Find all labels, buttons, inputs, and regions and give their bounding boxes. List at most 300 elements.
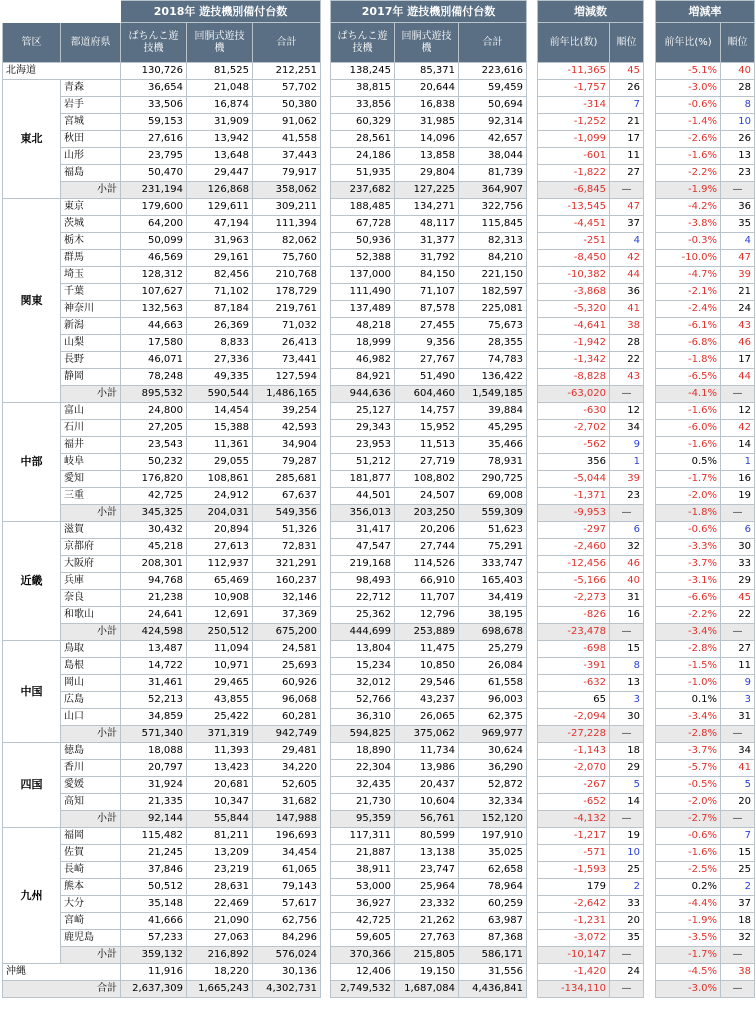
rate-rank-cell: — bbox=[721, 182, 755, 199]
pachinko-2018-cell: 52,213 bbox=[121, 692, 187, 709]
total-2017-cell: 92,314 bbox=[459, 114, 527, 131]
pachinko-2018-cell: 14,722 bbox=[121, 658, 187, 675]
prefecture-cell: 宮崎 bbox=[61, 913, 121, 930]
rate-yoy-cell: -2.2% bbox=[656, 165, 721, 182]
reel-2018-cell: 31,909 bbox=[187, 114, 253, 131]
rate-yoy-cell: -1.0% bbox=[656, 675, 721, 692]
total-2018-cell: 219,761 bbox=[253, 301, 321, 318]
table-row bbox=[538, 131, 644, 148]
rate-rank-cell: 2 bbox=[721, 879, 755, 896]
total-2017-cell: 62,658 bbox=[459, 862, 527, 879]
change-rank-cell: 25 bbox=[610, 862, 644, 879]
total-2017-cell: 39,884 bbox=[459, 403, 527, 420]
table-row bbox=[331, 301, 527, 318]
col-header-prefecture: 都道府県 bbox=[61, 23, 121, 63]
change-yoy-cell: -10,147 bbox=[538, 947, 610, 964]
rate-yoy-cell: -0.6% bbox=[656, 828, 721, 845]
change-rank-cell: 5 bbox=[610, 777, 644, 794]
reel-2017-cell: 10,604 bbox=[395, 794, 459, 811]
reel-2017-cell: 23,332 bbox=[395, 896, 459, 913]
change-yoy-cell: -1,371 bbox=[538, 488, 610, 505]
reel-2017-cell: 23,747 bbox=[395, 862, 459, 879]
total-2018-cell: 34,904 bbox=[253, 437, 321, 454]
total-2017-cell: 62,375 bbox=[459, 709, 527, 726]
pachinko-2017-cell: 29,343 bbox=[331, 420, 395, 437]
reel-2017-cell: 87,578 bbox=[395, 301, 459, 318]
rate-yoy-cell: -1.6% bbox=[656, 148, 721, 165]
table-row bbox=[656, 862, 755, 879]
table-row bbox=[656, 216, 755, 233]
total-2018-cell: 127,594 bbox=[253, 369, 321, 386]
change-yoy-cell: -3,072 bbox=[538, 930, 610, 947]
total-2017-cell: 45,295 bbox=[459, 420, 527, 437]
reel-2018-cell: 10,971 bbox=[187, 658, 253, 675]
prefecture-cell: 福島 bbox=[61, 165, 121, 182]
table-row bbox=[3, 828, 321, 845]
total-2018-cell: 82,062 bbox=[253, 233, 321, 250]
rate-rank-cell: — bbox=[721, 505, 755, 522]
total-2018-cell: 147,988 bbox=[253, 811, 321, 828]
prefecture-cell: 徳島 bbox=[61, 743, 121, 760]
pachinko-2018-cell: 35,148 bbox=[121, 896, 187, 913]
table-row bbox=[538, 573, 644, 590]
rate-rank-cell: 43 bbox=[721, 318, 755, 335]
table-row bbox=[3, 80, 321, 97]
subtotal-row bbox=[331, 947, 527, 964]
table-row bbox=[656, 573, 755, 590]
table-row bbox=[656, 148, 755, 165]
rate-rank-cell: 24 bbox=[721, 301, 755, 318]
table-row bbox=[656, 641, 755, 658]
pachinko-2017-cell: 46,982 bbox=[331, 352, 395, 369]
rate-yoy-cell: -0.3% bbox=[656, 233, 721, 250]
pachinko-2018-cell: 42,725 bbox=[121, 488, 187, 505]
reel-2017-cell: 13,858 bbox=[395, 148, 459, 165]
change-rank-cell: 42 bbox=[610, 250, 644, 267]
change-yoy-cell: -6,845 bbox=[538, 182, 610, 199]
reel-2018-cell: 11,094 bbox=[187, 641, 253, 658]
total-2017-cell: 42,657 bbox=[459, 131, 527, 148]
rate-yoy-cell: -1.7% bbox=[656, 947, 721, 964]
table-row bbox=[331, 454, 527, 471]
pachinko-2017-cell: 181,877 bbox=[331, 471, 395, 488]
rate-rank-cell: — bbox=[721, 811, 755, 828]
table-row bbox=[538, 862, 644, 879]
prefecture-cell: 鹿児島 bbox=[61, 930, 121, 947]
total-2017-cell: 182,597 bbox=[459, 284, 527, 301]
table-row bbox=[331, 97, 527, 114]
prefecture-cell: 高知 bbox=[61, 794, 121, 811]
pachinko-2018-cell: 30,432 bbox=[121, 522, 187, 539]
total-2018-cell: 285,681 bbox=[253, 471, 321, 488]
pachinko-2018-cell: 208,301 bbox=[121, 556, 187, 573]
table-row bbox=[538, 964, 644, 981]
table-row bbox=[538, 913, 644, 930]
change-yoy-cell: -5,320 bbox=[538, 301, 610, 318]
total-2017-cell: 63,987 bbox=[459, 913, 527, 930]
reel-2018-cell: 108,861 bbox=[187, 471, 253, 488]
table-row bbox=[538, 403, 644, 420]
change-rank-cell: — bbox=[610, 505, 644, 522]
total-2018-cell: 37,443 bbox=[253, 148, 321, 165]
reel-2017-cell: 604,460 bbox=[395, 386, 459, 403]
pachinko-2018-cell: 27,205 bbox=[121, 420, 187, 437]
total-2017-cell: 78,931 bbox=[459, 454, 527, 471]
rate-rank-cell: 15 bbox=[721, 845, 755, 862]
total-2018-cell: 160,237 bbox=[253, 573, 321, 590]
reel-2017-cell: 12,796 bbox=[395, 607, 459, 624]
reel-2017-cell: 26,065 bbox=[395, 709, 459, 726]
rate-rank-cell: 31 bbox=[721, 709, 755, 726]
table-row bbox=[656, 590, 755, 607]
reel-2018-cell: 13,942 bbox=[187, 131, 253, 148]
change-rank-cell: 47 bbox=[610, 199, 644, 216]
pachinko-2018-cell: 57,233 bbox=[121, 930, 187, 947]
table-row bbox=[331, 675, 527, 692]
change-yoy-cell: -571 bbox=[538, 845, 610, 862]
subtotal-label: 小計 bbox=[61, 947, 121, 964]
change-rank-cell: 37 bbox=[610, 216, 644, 233]
table-row bbox=[656, 879, 755, 896]
rate-yoy-cell: -1.8% bbox=[656, 352, 721, 369]
total-2018-cell: 37,369 bbox=[253, 607, 321, 624]
reel-2018-cell: 87,184 bbox=[187, 301, 253, 318]
table-row bbox=[331, 794, 527, 811]
table-row bbox=[331, 267, 527, 284]
change-yoy-cell: -652 bbox=[538, 794, 610, 811]
pachinko-2018-cell: 94,768 bbox=[121, 573, 187, 590]
total-2017-cell: 115,845 bbox=[459, 216, 527, 233]
rate-rank-cell: — bbox=[721, 726, 755, 743]
reel-2018-cell: 21,048 bbox=[187, 80, 253, 97]
pachinko-2018-cell: 46,569 bbox=[121, 250, 187, 267]
col-header-reel-2017: 回胴式遊技機 bbox=[395, 23, 459, 63]
change-rank-cell: 6 bbox=[610, 522, 644, 539]
rate-yoy-cell: -1.9% bbox=[656, 182, 721, 199]
rate-yoy-cell: -4.7% bbox=[656, 267, 721, 284]
total-2018-cell: 178,729 bbox=[253, 284, 321, 301]
total-2017-cell: 586,171 bbox=[459, 947, 527, 964]
reel-2018-cell: 29,055 bbox=[187, 454, 253, 471]
table-row bbox=[331, 80, 527, 97]
rate-yoy-cell: -1.9% bbox=[656, 913, 721, 930]
region-cell: 関東 bbox=[3, 199, 61, 403]
reel-2018-cell: 21,090 bbox=[187, 913, 253, 930]
col-header-reel-2018: 回胴式遊技機 bbox=[187, 23, 253, 63]
table-row bbox=[538, 97, 644, 114]
rate-rank-cell: 35 bbox=[721, 216, 755, 233]
rate-rank-cell: 47 bbox=[721, 250, 755, 267]
table-row bbox=[331, 437, 527, 454]
table-row bbox=[656, 539, 755, 556]
table-row bbox=[656, 114, 755, 131]
pachinko-2017-cell: 67,728 bbox=[331, 216, 395, 233]
total-2017-cell: 35,466 bbox=[459, 437, 527, 454]
rate-yoy-cell: -4.2% bbox=[656, 199, 721, 216]
table-row bbox=[538, 216, 644, 233]
table-row bbox=[538, 420, 644, 437]
reel-2017-cell: 203,250 bbox=[395, 505, 459, 522]
grand-total-row bbox=[3, 981, 321, 998]
table-row bbox=[538, 318, 644, 335]
total-2018-cell: 321,291 bbox=[253, 556, 321, 573]
total-2018-cell: 96,068 bbox=[253, 692, 321, 709]
rate-rank-cell: 45 bbox=[721, 590, 755, 607]
prefecture-cell: 山梨 bbox=[61, 335, 121, 352]
table-row bbox=[331, 692, 527, 709]
table-row bbox=[331, 522, 527, 539]
table-row bbox=[331, 284, 527, 301]
change-rank-cell: 30 bbox=[610, 709, 644, 726]
pachinko-2018-cell: 64,200 bbox=[121, 216, 187, 233]
prefecture-cell: 石川 bbox=[61, 420, 121, 437]
subtotal-row bbox=[656, 624, 755, 641]
table-row bbox=[538, 675, 644, 692]
total-2018-cell: 196,693 bbox=[253, 828, 321, 845]
rate-rank-cell: 5 bbox=[721, 777, 755, 794]
table-row bbox=[3, 403, 321, 420]
group-header-change: 増減数 bbox=[538, 1, 644, 23]
subtotal-row bbox=[331, 624, 527, 641]
total-2017-cell: 38,195 bbox=[459, 607, 527, 624]
pachinko-2017-cell: 219,168 bbox=[331, 556, 395, 573]
pachinko-2018-cell: 2,637,309 bbox=[121, 981, 187, 998]
table-row bbox=[656, 709, 755, 726]
table-row bbox=[331, 63, 527, 80]
pachinko-2018-cell: 23,543 bbox=[121, 437, 187, 454]
change-yoy-cell: -1,593 bbox=[538, 862, 610, 879]
pachinko-2018-cell: 20,797 bbox=[121, 760, 187, 777]
pachinko-2018-cell: 45,218 bbox=[121, 539, 187, 556]
prefecture-cell: 新潟 bbox=[61, 318, 121, 335]
table-row bbox=[331, 403, 527, 420]
prefecture-cell: 長崎 bbox=[61, 862, 121, 879]
change-yoy-cell: -630 bbox=[538, 403, 610, 420]
prefecture-cell: 千葉 bbox=[61, 284, 121, 301]
rate-yoy-cell: -6.8% bbox=[656, 335, 721, 352]
pachinko-2018-cell: 78,248 bbox=[121, 369, 187, 386]
pachinko-2017-cell: 944,636 bbox=[331, 386, 395, 403]
table-2017 bbox=[330, 0, 527, 998]
reel-2018-cell: 112,937 bbox=[187, 556, 253, 573]
change-rank-cell: 19 bbox=[610, 828, 644, 845]
pachinko-2017-cell: 117,311 bbox=[331, 828, 395, 845]
reel-2018-cell: 13,423 bbox=[187, 760, 253, 777]
col-header-rate-yoy: 前年比(%) bbox=[656, 23, 721, 63]
pachinko-2018-cell: 24,641 bbox=[121, 607, 187, 624]
reel-2017-cell: 21,262 bbox=[395, 913, 459, 930]
rate-rank-cell: 46 bbox=[721, 335, 755, 352]
pachinko-2018-cell: 571,340 bbox=[121, 726, 187, 743]
region-cell: 東北 bbox=[3, 80, 61, 199]
subtotal-row bbox=[656, 386, 755, 403]
table-row bbox=[538, 777, 644, 794]
total-2017-cell: 225,081 bbox=[459, 301, 527, 318]
reel-2017-cell: 31,985 bbox=[395, 114, 459, 131]
prefecture-cell: 長野 bbox=[61, 352, 121, 369]
table-row bbox=[331, 828, 527, 845]
table-rate bbox=[655, 0, 755, 998]
rate-rank-cell: 33 bbox=[721, 556, 755, 573]
table-row bbox=[331, 964, 527, 981]
reel-2017-cell: 27,763 bbox=[395, 930, 459, 947]
change-yoy-cell: -4,641 bbox=[538, 318, 610, 335]
subtotal-row bbox=[656, 811, 755, 828]
reel-2017-cell: 108,802 bbox=[395, 471, 459, 488]
region-cell: 中国 bbox=[3, 641, 61, 743]
prefecture-cell: 秋田 bbox=[61, 131, 121, 148]
rate-rank-cell: 10 bbox=[721, 114, 755, 131]
total-2018-cell: 942,749 bbox=[253, 726, 321, 743]
change-yoy-cell: -2,094 bbox=[538, 709, 610, 726]
table-row bbox=[331, 318, 527, 335]
group-header-rate: 増減率 bbox=[656, 1, 755, 23]
prefecture-cell: 香川 bbox=[61, 760, 121, 777]
table-row bbox=[538, 760, 644, 777]
total-2018-cell: 24,581 bbox=[253, 641, 321, 658]
total-2018-cell: 34,454 bbox=[253, 845, 321, 862]
pachinko-2018-cell: 34,859 bbox=[121, 709, 187, 726]
table-2018 bbox=[2, 0, 321, 998]
table-row bbox=[331, 607, 527, 624]
table-row bbox=[331, 760, 527, 777]
pachinko-2018-cell: 27,616 bbox=[121, 131, 187, 148]
change-yoy-cell: -314 bbox=[538, 97, 610, 114]
total-2017-cell: 4,436,841 bbox=[459, 981, 527, 998]
table-row bbox=[656, 760, 755, 777]
change-rank-cell: — bbox=[610, 726, 644, 743]
total-2017-cell: 34,419 bbox=[459, 590, 527, 607]
pachinko-2017-cell: 12,406 bbox=[331, 964, 395, 981]
table-row bbox=[656, 97, 755, 114]
pachinko-2017-cell: 21,887 bbox=[331, 845, 395, 862]
pachinko-2017-cell: 42,725 bbox=[331, 913, 395, 930]
rate-yoy-cell: 0.2% bbox=[656, 879, 721, 896]
table-row bbox=[656, 420, 755, 437]
table-row bbox=[331, 913, 527, 930]
table-row bbox=[656, 352, 755, 369]
pachinko-2018-cell: 21,238 bbox=[121, 590, 187, 607]
change-yoy-cell: -826 bbox=[538, 607, 610, 624]
reel-2018-cell: 216,892 bbox=[187, 947, 253, 964]
rate-rank-cell: 37 bbox=[721, 896, 755, 913]
pachinko-2017-cell: 594,825 bbox=[331, 726, 395, 743]
change-rank-cell: — bbox=[610, 624, 644, 641]
table-row bbox=[3, 199, 321, 216]
prefecture-cell: 京都府 bbox=[61, 539, 121, 556]
table-row bbox=[538, 930, 644, 947]
change-rank-cell: 8 bbox=[610, 658, 644, 675]
pachinko-2017-cell: 137,000 bbox=[331, 267, 395, 284]
table-row bbox=[656, 913, 755, 930]
pachinko-2018-cell: 21,245 bbox=[121, 845, 187, 862]
reel-2018-cell: 250,512 bbox=[187, 624, 253, 641]
change-yoy-cell: -1,420 bbox=[538, 964, 610, 981]
rate-rank-cell: 30 bbox=[721, 539, 755, 556]
pachinko-2017-cell: 50,936 bbox=[331, 233, 395, 250]
pachinko-2018-cell: 92,144 bbox=[121, 811, 187, 828]
pachinko-2018-cell: 176,820 bbox=[121, 471, 187, 488]
pachinko-2018-cell: 50,232 bbox=[121, 454, 187, 471]
total-2018-cell: 1,486,165 bbox=[253, 386, 321, 403]
change-rank-cell: 32 bbox=[610, 539, 644, 556]
table-row bbox=[656, 403, 755, 420]
change-rank-cell: 40 bbox=[610, 573, 644, 590]
change-rank-cell: 35 bbox=[610, 930, 644, 947]
rate-yoy-cell: -4.4% bbox=[656, 896, 721, 913]
change-yoy-cell: -2,702 bbox=[538, 420, 610, 437]
rate-yoy-cell: -0.5% bbox=[656, 777, 721, 794]
reel-2018-cell: 55,844 bbox=[187, 811, 253, 828]
reel-2018-cell: 22,469 bbox=[187, 896, 253, 913]
rate-yoy-cell: -1.8% bbox=[656, 505, 721, 522]
pachinko-2017-cell: 95,359 bbox=[331, 811, 395, 828]
subtotal-row bbox=[538, 624, 644, 641]
total-2018-cell: 32,146 bbox=[253, 590, 321, 607]
change-yoy-cell: -562 bbox=[538, 437, 610, 454]
prefecture-cell: 熊本 bbox=[61, 879, 121, 896]
change-yoy-cell: -2,273 bbox=[538, 590, 610, 607]
change-yoy-cell: -5,166 bbox=[538, 573, 610, 590]
prefecture-cell: 茨城 bbox=[61, 216, 121, 233]
pachinko-2018-cell: 50,099 bbox=[121, 233, 187, 250]
change-rank-cell: 10 bbox=[610, 845, 644, 862]
reel-2017-cell: 11,734 bbox=[395, 743, 459, 760]
reel-2017-cell: 43,237 bbox=[395, 692, 459, 709]
table-row bbox=[331, 488, 527, 505]
pachinko-2017-cell: 31,417 bbox=[331, 522, 395, 539]
change-yoy-cell: -267 bbox=[538, 777, 610, 794]
pachinko-2018-cell: 44,663 bbox=[121, 318, 187, 335]
change-rank-cell: — bbox=[610, 947, 644, 964]
prefecture-cell: 兵庫 bbox=[61, 573, 121, 590]
change-yoy-cell: -11,365 bbox=[538, 63, 610, 80]
change-rank-cell: 12 bbox=[610, 403, 644, 420]
reel-2017-cell: 29,804 bbox=[395, 165, 459, 182]
rate-yoy-cell: -6.5% bbox=[656, 369, 721, 386]
pachinko-2018-cell: 31,924 bbox=[121, 777, 187, 794]
col-header-total-2018: 合計 bbox=[253, 23, 321, 63]
pachinko-2017-cell: 60,329 bbox=[331, 114, 395, 131]
table-row bbox=[538, 199, 644, 216]
reel-2018-cell: 11,361 bbox=[187, 437, 253, 454]
change-rank-cell: 29 bbox=[610, 760, 644, 777]
pachinko-2017-cell: 36,310 bbox=[331, 709, 395, 726]
prefecture-cell: 埼玉 bbox=[61, 267, 121, 284]
reel-2018-cell: 590,544 bbox=[187, 386, 253, 403]
change-yoy-cell: -2,642 bbox=[538, 896, 610, 913]
reel-2017-cell: 20,206 bbox=[395, 522, 459, 539]
total-2017-cell: 75,673 bbox=[459, 318, 527, 335]
table-row bbox=[656, 437, 755, 454]
reel-2018-cell: 49,335 bbox=[187, 369, 253, 386]
table-row bbox=[656, 658, 755, 675]
rate-yoy-cell: -2.4% bbox=[656, 301, 721, 318]
total-2018-cell: 29,481 bbox=[253, 743, 321, 760]
subtotal-row bbox=[538, 505, 644, 522]
rate-yoy-cell: -3.1% bbox=[656, 573, 721, 590]
pachinko-2018-cell: 36,654 bbox=[121, 80, 187, 97]
rate-yoy-cell: -10.0% bbox=[656, 250, 721, 267]
reel-2018-cell: 29,465 bbox=[187, 675, 253, 692]
pachinko-2017-cell: 32,012 bbox=[331, 675, 395, 692]
prefecture-cell: 岩手 bbox=[61, 97, 121, 114]
change-yoy-cell: -2,460 bbox=[538, 539, 610, 556]
pachinko-2017-cell: 44,501 bbox=[331, 488, 395, 505]
total-2018-cell: 576,024 bbox=[253, 947, 321, 964]
rate-rank-cell: — bbox=[721, 624, 755, 641]
table-row bbox=[538, 335, 644, 352]
